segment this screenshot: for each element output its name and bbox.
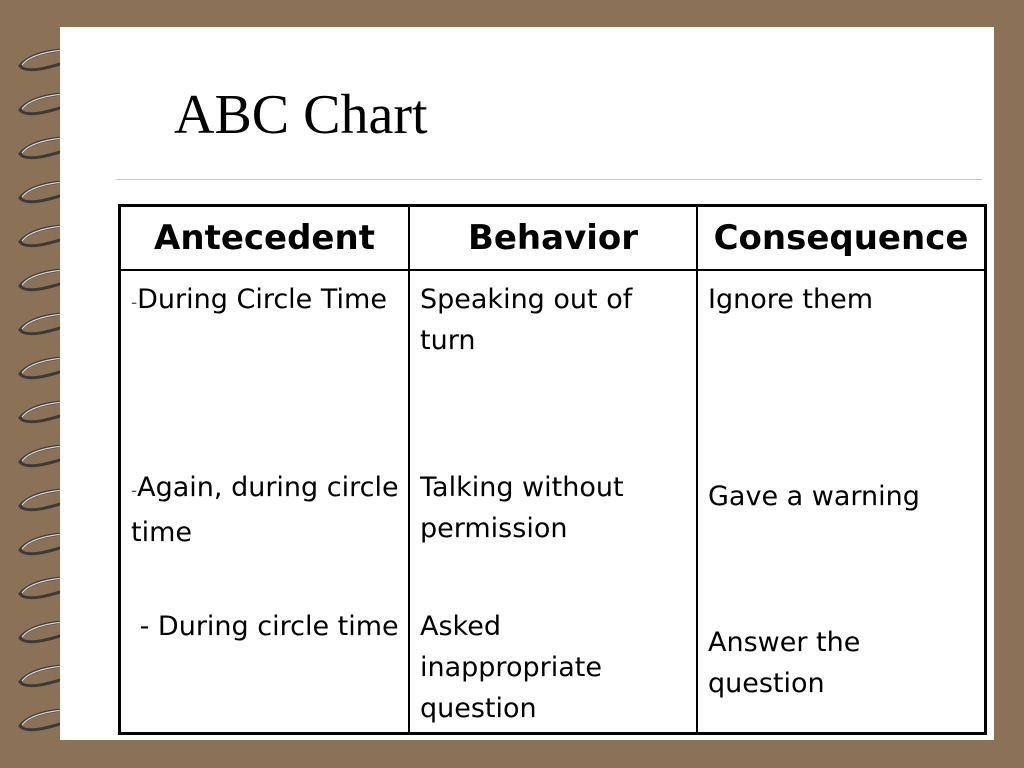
behavior-entry-1: Speaking out of turn — [420, 284, 633, 356]
antecedent-entry-1: -During Circle Time — [131, 284, 387, 315]
header-behavior: Behavior — [409, 206, 697, 271]
consequence-entry-2: Gave a warning — [708, 481, 920, 512]
consequence-entry-1: Ignore them — [708, 284, 874, 315]
table-row — [120, 270, 986, 734]
page-title: ABC Chart — [174, 84, 428, 146]
consequence-cell — [697, 270, 986, 734]
notebook-page — [60, 27, 994, 740]
behavior-entry-2: Talking without permission — [420, 472, 624, 544]
behavior-cell — [409, 270, 697, 734]
antecedent-entry-2: -Again, during circle time — [131, 472, 399, 548]
behavior-entry-3: Asked inappropriate question — [420, 611, 602, 724]
antecedent-cell — [120, 270, 410, 734]
bullet-dash: - — [131, 481, 138, 501]
header-row — [120, 206, 986, 271]
header-antecedent: Antecedent — [120, 206, 410, 271]
consequence-entry-3: Answer the question — [708, 627, 861, 699]
abc-table — [118, 204, 987, 735]
bullet-dash: - — [131, 293, 138, 313]
header-consequence: Consequence — [697, 206, 986, 271]
divider — [116, 179, 982, 180]
antecedent-entry-3: - During circle time — [131, 611, 399, 642]
